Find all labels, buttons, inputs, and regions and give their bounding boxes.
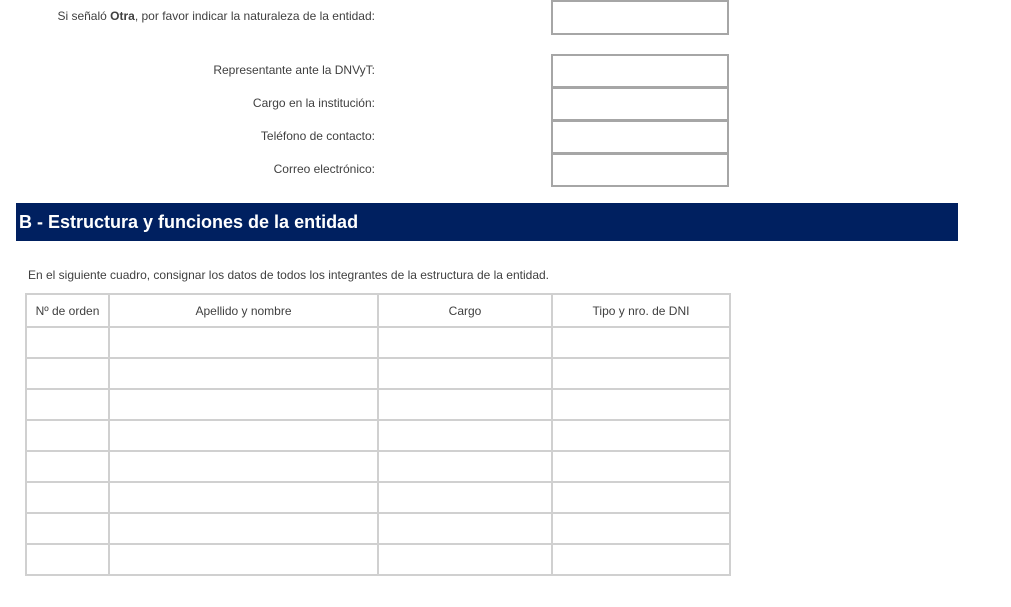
cell-cargo[interactable]	[378, 482, 552, 513]
otra-label	[57, 9, 375, 23]
cell-dni[interactable]	[552, 513, 730, 544]
cell-cargo[interactable]	[378, 544, 552, 575]
table-row	[26, 451, 730, 482]
cell-dni[interactable]	[552, 358, 730, 389]
telefono-label: Teléfono de contacto:	[260, 129, 375, 143]
members-table	[25, 293, 731, 576]
table-row	[26, 420, 730, 451]
otra-input[interactable]	[551, 0, 729, 35]
otra-label-bold: Otra	[110, 9, 135, 23]
cell-cargo[interactable]	[378, 327, 552, 358]
table-row	[26, 544, 730, 575]
cell-cargo[interactable]	[378, 513, 552, 544]
cell-dni[interactable]	[552, 420, 730, 451]
representante-label: Representante ante la DNVyT:	[213, 63, 375, 77]
cell-cargo[interactable]	[378, 389, 552, 420]
cell-nombre[interactable]	[109, 513, 378, 544]
cell-cargo[interactable]	[378, 420, 552, 451]
otra-label-prefix: Si señaló	[57, 9, 111, 23]
table-row	[26, 358, 730, 389]
cell-nombre[interactable]	[109, 420, 378, 451]
representante-input[interactable]	[551, 54, 729, 88]
cell-orden[interactable]	[26, 327, 109, 358]
table-row	[26, 389, 730, 420]
cell-dni[interactable]	[552, 482, 730, 513]
header-dni: Tipo y nro. de DNI	[552, 294, 730, 327]
cell-cargo[interactable]	[378, 358, 552, 389]
table-row	[26, 327, 730, 358]
cell-orden[interactable]	[26, 544, 109, 575]
cell-dni[interactable]	[552, 544, 730, 575]
table-row	[26, 482, 730, 513]
cell-orden[interactable]	[26, 420, 109, 451]
cell-dni[interactable]	[552, 389, 730, 420]
cell-orden[interactable]	[26, 451, 109, 482]
section-header: B - Estructura y funciones de la entidad	[16, 203, 958, 241]
table-row	[26, 513, 730, 544]
header-nombre: Apellido y nombre	[109, 294, 378, 327]
table-header-row	[26, 294, 730, 327]
cell-dni[interactable]	[552, 451, 730, 482]
cell-nombre[interactable]	[109, 544, 378, 575]
otra-label-suffix: , por favor indicar la naturaleza de la entidad:	[134, 9, 375, 23]
cell-dni[interactable]	[552, 327, 730, 358]
cell-orden[interactable]	[26, 513, 109, 544]
cell-cargo[interactable]	[378, 451, 552, 482]
telefono-input[interactable]	[551, 120, 729, 154]
cell-nombre[interactable]	[109, 358, 378, 389]
cell-nombre[interactable]	[109, 389, 378, 420]
cell-nombre[interactable]	[109, 482, 378, 513]
cargo-input[interactable]	[551, 87, 729, 121]
table-body	[26, 327, 730, 575]
header-cargo: Cargo	[378, 294, 552, 327]
correo-label: Correo electrónico:	[273, 162, 375, 176]
cell-orden[interactable]	[26, 358, 109, 389]
header-orden: Nº de orden	[26, 294, 109, 327]
cell-orden[interactable]	[26, 389, 109, 420]
cell-nombre[interactable]	[109, 451, 378, 482]
cell-nombre[interactable]	[109, 327, 378, 358]
cargo-label: Cargo en la institución:	[252, 96, 375, 110]
correo-input[interactable]	[551, 153, 729, 187]
section-intro: En el siguiente cuadro, consignar los datos de todos los integrantes de la estructura de la entidad.	[28, 268, 549, 282]
cell-orden[interactable]	[26, 482, 109, 513]
